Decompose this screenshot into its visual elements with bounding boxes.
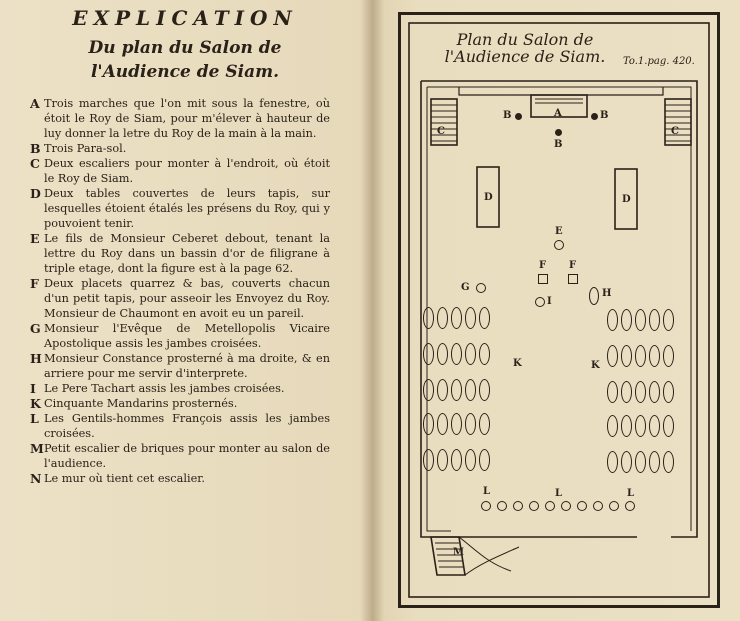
mandarin-row [607, 415, 674, 437]
explication-heading: EXPLICATION [72, 6, 298, 30]
mandarin-row [423, 413, 490, 435]
label-b-right: B [600, 110, 609, 121]
mandarin-row [607, 309, 674, 331]
label-c-left: C [437, 126, 445, 137]
legend-key: F [30, 276, 39, 291]
plate-page-reference: To.1.pag. 420. [623, 56, 695, 67]
label-i: I [547, 296, 552, 307]
legend-key: C [30, 156, 40, 171]
label-l-right: L [627, 488, 635, 499]
mandarin-row [423, 379, 490, 401]
legend-text: Trois Para-sol. [44, 142, 127, 155]
staircase-c-right [665, 99, 691, 145]
legend-entry-c [30, 156, 330, 186]
legend-text: Le fils de Monsieur Ceberet debout, tenant la lettre du Roy dans un bassin d'or de filigrane à triple etage, dont la figure est à la page 62. [44, 232, 330, 275]
plate-title: Plan du Salon de l'Audience de Siam. [444, 30, 606, 66]
gentleman-l [545, 501, 555, 511]
legend-key: I [30, 381, 36, 396]
gentleman-l [577, 501, 587, 511]
legend-entry-n [30, 471, 330, 486]
legend-entry-k [30, 396, 330, 411]
gentleman-l [625, 501, 635, 511]
label-h: H [602, 288, 612, 299]
label-l-center: L [555, 488, 563, 499]
label-g: G [461, 282, 470, 293]
mandarin-row [423, 343, 490, 365]
parasol-center [555, 129, 562, 136]
legend-entry-h [30, 351, 330, 381]
gentleman-l [561, 501, 571, 511]
label-e: E [555, 226, 563, 237]
legend-key: B [30, 141, 41, 156]
gentleman-l [481, 501, 491, 511]
mandarin-row [423, 307, 490, 329]
label-f-right: F [569, 260, 577, 271]
legend-entry-a [30, 96, 330, 141]
legend-key: L [30, 411, 39, 426]
constance-h [589, 287, 599, 305]
legend-text: Deux escaliers pour monter à l'endroit, où étoit le Roy de Siam. [44, 157, 330, 185]
label-m: M [453, 547, 465, 558]
label-b-left: B [503, 110, 512, 121]
legend-text: Les Gentils-hommes François assis les jambes croisées. [44, 412, 330, 440]
mandarin-row [423, 449, 490, 471]
legend-key: A [30, 96, 40, 111]
legend-subheading: Du plan du Salon de l'Audience de Siam. [88, 38, 282, 82]
label-c-right: C [671, 126, 679, 137]
parasol-left [515, 113, 522, 120]
label-d-left: D [484, 192, 493, 203]
label-b-center: B [554, 139, 563, 150]
mandarin-row [607, 451, 674, 473]
legend-entry-l [30, 411, 330, 441]
legend-text: Le mur où tient cet escalier. [44, 472, 206, 485]
legend-text: Cinquante Mandarins prosternés. [44, 397, 238, 410]
legend-list [30, 96, 330, 486]
label-a: A [554, 108, 562, 119]
stool-f-left [538, 274, 548, 284]
label-k-right: K [591, 360, 600, 371]
legend-key: N [30, 471, 42, 486]
label-f-left: F [539, 260, 547, 271]
legend-entry-b [30, 141, 330, 156]
mandarin-row [607, 381, 674, 403]
legend-text: Monsieur Constance prosterné à ma droite, & en arriere pour me servir d'interprete. [44, 352, 330, 380]
legend-text: Monsieur l'Evêque de Metellopolis Vicaire Apostolique assis les jambes croisées. [44, 322, 330, 350]
bishop-g [476, 283, 486, 293]
salon-plan-plate [398, 12, 720, 608]
gentleman-l [529, 501, 539, 511]
parasol-right [591, 113, 598, 120]
legend-key: K [30, 396, 41, 411]
legend-entry-f [30, 276, 330, 321]
label-d-right: D [622, 194, 631, 205]
staircase-c-left [431, 99, 457, 145]
stool-f-right [568, 274, 578, 284]
label-l-left: L [483, 486, 491, 497]
legend-entry-i [30, 381, 330, 396]
legend-key: D [30, 186, 41, 201]
legend-entry-g [30, 321, 330, 351]
legend-text: Deux placets quarrez & bas, couverts chacun d'un petit tapis, pour asseoir les Envoyez du Roy. Monsieur de Chaumont en avoit eu un pareil. [44, 277, 330, 320]
gentleman-l [609, 501, 619, 511]
book-gutter [360, 0, 384, 621]
legend-text: Petit escalier de briques pour monter au salon de l'audience. [44, 442, 330, 470]
gentleman-l [593, 501, 603, 511]
label-k-left: K [513, 358, 522, 369]
gentleman-l [513, 501, 523, 511]
legend-entry-e [30, 231, 330, 276]
legend-text: Trois marches que l'on mit sous la fenestre, où étoit le Roy de Siam, pour m'élever à hauteur de luy donner la letre du Roy de la main à la main. [44, 97, 330, 140]
legend-key: G [30, 321, 41, 336]
gentleman-l [497, 501, 507, 511]
legend-entry-m [30, 441, 330, 471]
ceberet-son-e [554, 240, 564, 250]
legend-key: H [30, 351, 42, 366]
pere-tachart-i [535, 297, 545, 307]
legend-key: E [30, 231, 40, 246]
legend-text: Deux tables couvertes de leurs tapis, sur lesquelles étoient étalés les présens du Roy, qui y pouvoient tenir. [44, 187, 330, 230]
legend-entry-d [30, 186, 330, 231]
mandarin-row [607, 345, 674, 367]
legend-text: Le Pere Tachart assis les jambes croisées. [44, 382, 285, 395]
legend-key: M [30, 441, 44, 456]
